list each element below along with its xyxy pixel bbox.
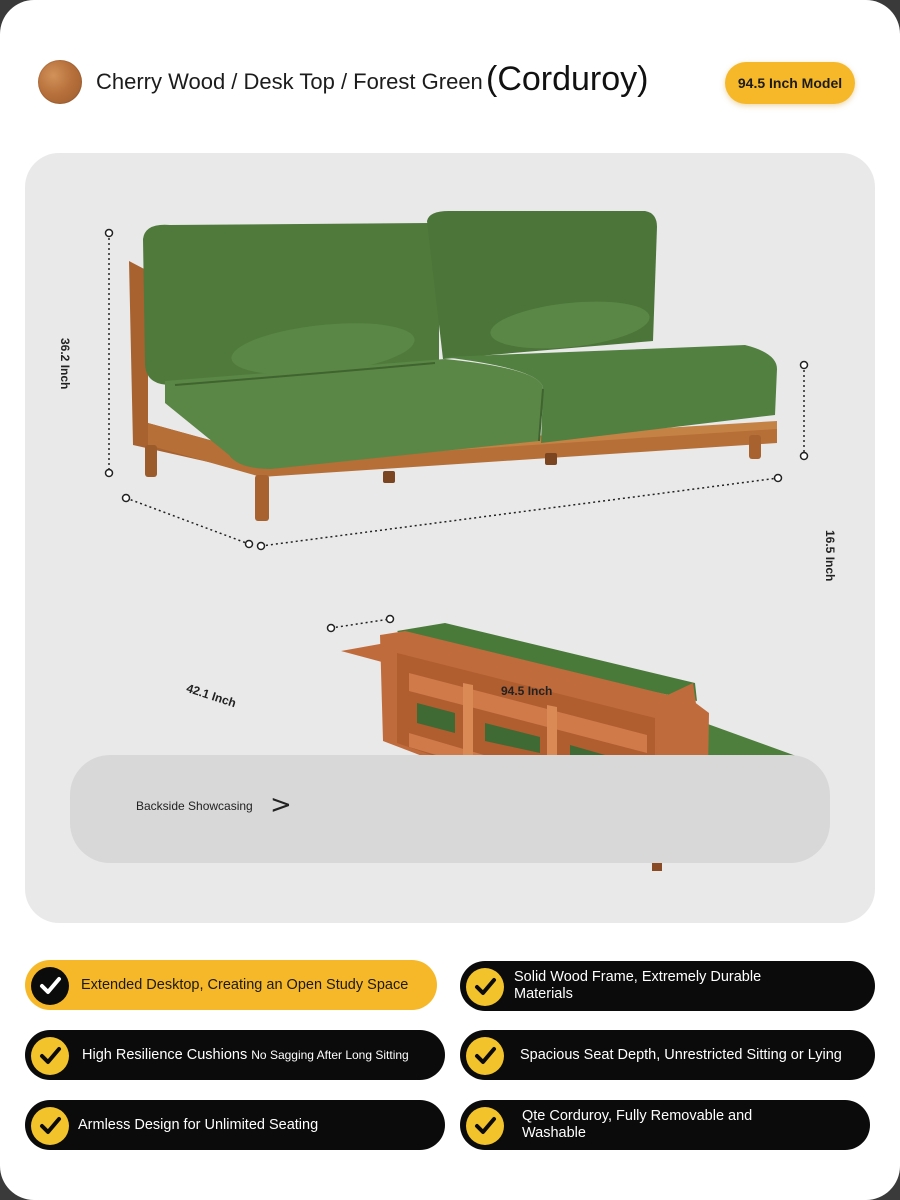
feature-text: Solid Wood Frame, Extremely Durable Materials <box>514 969 762 1002</box>
model-badge[interactable]: 94.5 Inch Model <box>725 62 855 104</box>
height-dimension-line <box>106 230 113 477</box>
feature-text: Extended Desktop, Creating an Open Study Space <box>81 976 409 993</box>
feature-main-text: High Resilience Cushions <box>82 1046 248 1063</box>
checkmark-icon <box>466 968 504 1006</box>
checkmark-icon <box>31 1037 69 1075</box>
checkmark-icon <box>31 1107 69 1145</box>
feature-item <box>460 961 875 1011</box>
feature-text <box>82 1047 409 1064</box>
product-title: Cherry Wood / Desk Top / Forest Green <box>96 69 483 94</box>
header <box>0 50 900 114</box>
feature-item <box>460 1030 875 1080</box>
feature-item <box>460 1100 870 1150</box>
feature-item <box>25 1100 445 1150</box>
desk-depth-dimension-line <box>328 616 394 632</box>
checkmark-icon <box>31 967 69 1005</box>
feature-item <box>25 960 437 1010</box>
wood-color-swatch[interactable] <box>38 60 82 104</box>
backside-label: Backside Showcasing <box>136 799 253 813</box>
sofa-front-view <box>129 211 777 521</box>
chevron-right-icon[interactable]: > <box>270 790 292 820</box>
feature-text: Qte Corduroy, Fully Removable and Washable <box>522 1108 753 1141</box>
seat-height-label: 16.5 Inch <box>823 530 837 582</box>
feature-item <box>25 1030 445 1080</box>
seat-height-dimension-line <box>801 362 808 460</box>
feature-sub-text: No Sagging After Long Sitting <box>251 1047 409 1062</box>
feature-text: Spacious Seat Depth, Unrestricted Sitting or Lying <box>520 1046 842 1063</box>
checkmark-icon <box>466 1037 504 1075</box>
variant-label: (Corduroy) <box>486 60 649 98</box>
height-label: 36.2 Inch <box>58 338 72 390</box>
depth-label: 42.1 Inch <box>184 681 238 711</box>
feature-text: Armless Design for Unlimited Seating <box>78 1116 319 1133</box>
depth-dimension-line <box>123 495 253 548</box>
checkmark-icon <box>466 1107 504 1145</box>
width-label: 94.5 Inch <box>501 684 553 698</box>
width-dimension-line <box>258 475 782 550</box>
